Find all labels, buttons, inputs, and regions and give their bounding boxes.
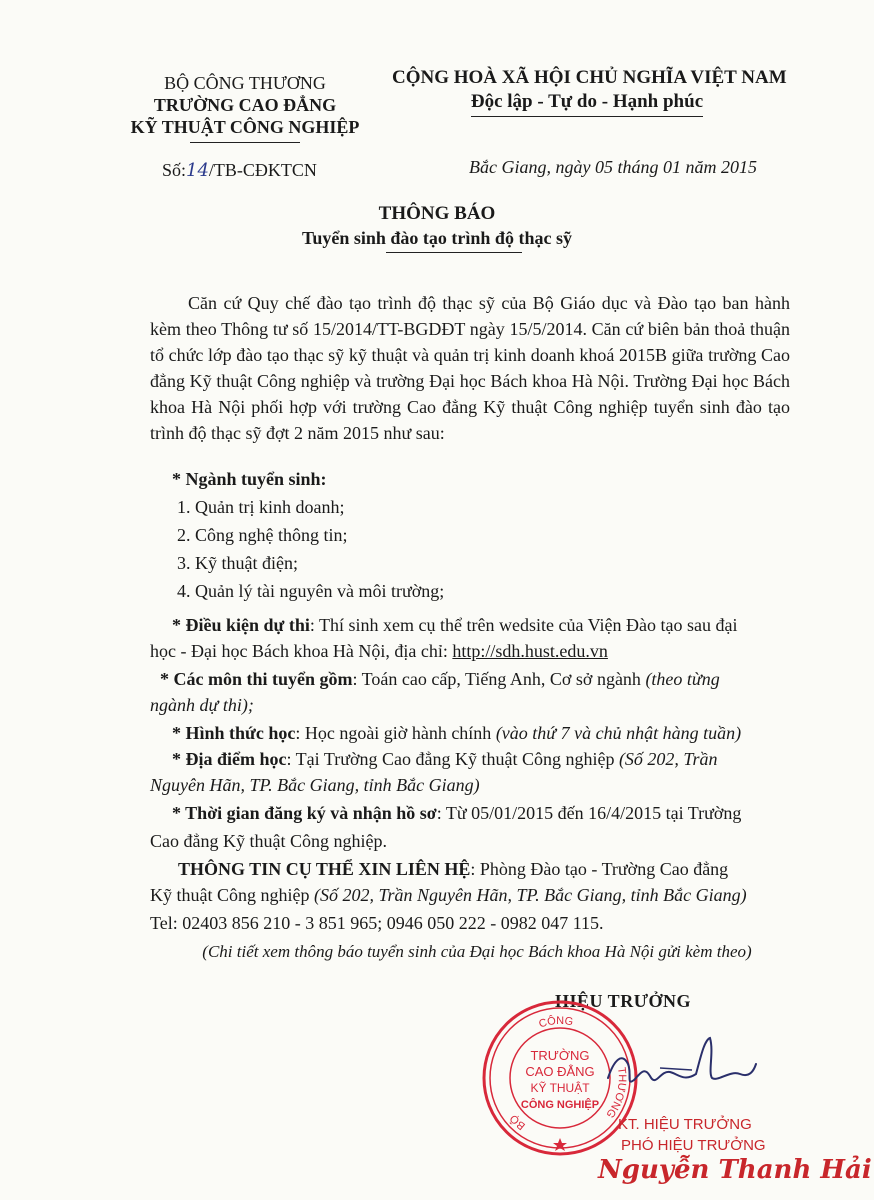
registration-text-2: Cao đẳng Kỹ thuật Công nghiệp. — [150, 831, 387, 851]
intro-paragraph: Căn cứ Quy chế đào tạo trình độ thạc sỹ của Bộ Giáo dục và Đào tạo ban hành kèm theo Thông tư số 15/2014/TT-BGDĐT ngày 15/5/2014. Căn cứ biên bản thoả thuận tổ chức lớp đào tạo thạc sỹ kỹ thuật và quản trị kinh doanh khoá 2015B giữa trường Cao đẳng Kỹ thuật Công nghiệp và trường Đại học Bách khoa Hà Nội. Trường Đại học Bách khoa Hà Nội phối hợp với trường Cao đẳng Kỹ thuật Công nghiệp tuyển sinh đào tạo trình độ thạc sỹ đợt 2 năm 2015 như sau: — [150, 293, 790, 443]
major-item: 1. Quản trị kinh doanh; — [177, 497, 345, 517]
stamp-outer-left: BỘ — [507, 1111, 528, 1132]
national-motto: Độc lập - Tự do - Hạnh phúc — [470, 91, 704, 112]
registration-text: : Từ 05/01/2015 đến 16/4/2015 tại Trường — [436, 803, 742, 823]
stamp-line-1: TRƯỜNG — [530, 1048, 590, 1063]
admissions-website-link[interactable]: http://sdh.hust.edu.vn — [452, 641, 608, 661]
registration-line — [172, 800, 741, 826]
document-title: THÔNG BÁO — [378, 203, 496, 224]
document-subtitle: Tuyển sinh đào tạo trình độ thạc sỹ — [302, 228, 572, 248]
contact-line-2 — [150, 882, 747, 908]
contact-text-2: Kỹ thuật Công nghiệp — [150, 885, 314, 905]
stamp-line-2: CAO ĐẲNG — [525, 1064, 595, 1079]
closing-note: (Chi tiết xem thông báo tuyển sinh của Đại học Bách khoa Hà Nội gửi kèm theo) — [202, 942, 752, 961]
major-item: 4. Quản lý tài nguyên và môi trường; — [177, 581, 445, 601]
subjects-note: (theo từng — [645, 669, 720, 689]
study-form-note: (vào thứ 7 và chủ nhật hàng tuần) — [495, 723, 742, 743]
country-name: CỘNG HOÀ XÃ HỘI CHỦ NGHĨA VIỆT NAM — [392, 67, 787, 88]
location-note: (Số 202, Trần — [618, 749, 718, 769]
signatory-name: Nguyễn Thanh Hải — [598, 1155, 872, 1185]
study-form-label: * Hình thức học — [172, 723, 296, 743]
stamp-line-3: KỸ THUẬT — [530, 1081, 590, 1095]
conditions-text: : Thí sinh xem cụ thể trên wedsite của Viện Đào tạo sau đại — [309, 615, 738, 635]
ministry-name: BỘ CÔNG THƯƠNG — [164, 73, 326, 93]
signatory-title: HIỆU TRƯỞNG — [555, 991, 692, 1011]
doc-number-suffix: /TB-CĐKTCN — [208, 160, 317, 180]
subjects-note-2: ngành dự thi); — [150, 695, 254, 715]
document-number — [162, 160, 317, 181]
signatory-role-1: KT. HIỆU TRƯỞNG — [618, 1116, 752, 1133]
subtitle-underline — [386, 252, 522, 253]
signatory-role-2: PHÓ HIỆU TRƯỞNG — [621, 1137, 766, 1154]
location-label: * Địa điểm học — [172, 749, 287, 769]
subjects-label: * Các môn thi tuyển gồm — [160, 669, 353, 689]
issuing-organization — [110, 72, 380, 143]
conditions-line — [172, 612, 737, 638]
contact-phone: Tel: 02403 856 210 - 3 851 965; 0946 050 222 - 0982 047 115. — [150, 913, 604, 933]
conditions-text-2: học - Đại học Bách khoa Hà Nội, địa chỉ: — [150, 641, 453, 661]
major-item: 3. Kỹ thuật điện; — [177, 553, 298, 573]
major-item: 2. Công nghệ thông tin; — [177, 525, 348, 545]
contact-text: : Phòng Đào tạo - Trường Cao đẳng — [470, 859, 729, 879]
stamp-outer-right: THƯƠNG — [603, 1066, 628, 1120]
subjects-text: : Toán cao cấp, Tiếng Anh, Cơ sở ngành — [352, 669, 646, 689]
stamp-outer-top: CÔNG — [537, 1014, 574, 1031]
study-form-text: : Học ngoài giờ hành chính — [295, 723, 496, 743]
subjects-line — [160, 666, 720, 692]
majors-heading: * Ngành tuyển sinh: — [172, 469, 327, 489]
national-header — [392, 66, 787, 117]
handwritten-signature — [600, 1030, 760, 1100]
school-name-line1: TRƯỜNG CAO ĐẲNG — [153, 95, 337, 115]
school-name-line2: KỸ THUẬT CÔNG NGHIỆP — [130, 117, 360, 137]
conditions-label: * Điều kiện dự thi — [172, 615, 310, 635]
location-text: : Tại Trường Cao đẳng Kỹ thuật Công nghiệp — [286, 749, 619, 769]
motto-divider — [471, 116, 703, 117]
doc-number-prefix: Số: — [162, 160, 187, 180]
contact-address-note: (Số 202, Trần Nguyên Hãn, TP. Bắc Giang, tỉnh Bắc Giang) — [314, 885, 747, 905]
registration-label: * Thời gian đăng ký và nhận hồ sơ — [172, 803, 437, 823]
contact-label: THÔNG TIN CỤ THỂ XIN LIÊN HỆ — [178, 859, 471, 879]
contact-line — [178, 856, 728, 882]
header-divider — [190, 142, 300, 143]
stamp-star-icon — [553, 1138, 567, 1151]
location-line — [172, 746, 717, 772]
doc-number-handwritten: 14 — [186, 160, 209, 181]
stamp-line-4: CÔNG NGHIỆP — [520, 1099, 600, 1111]
study-form-line — [172, 720, 741, 746]
location-note-2: Nguyên Hãn, TP. Bắc Giang, tỉnh Bắc Giang) — [150, 775, 480, 795]
place-date: Bắc Giang, ngày 05 tháng 01 năm 2015 — [469, 157, 757, 177]
conditions-line-2 — [150, 638, 608, 664]
